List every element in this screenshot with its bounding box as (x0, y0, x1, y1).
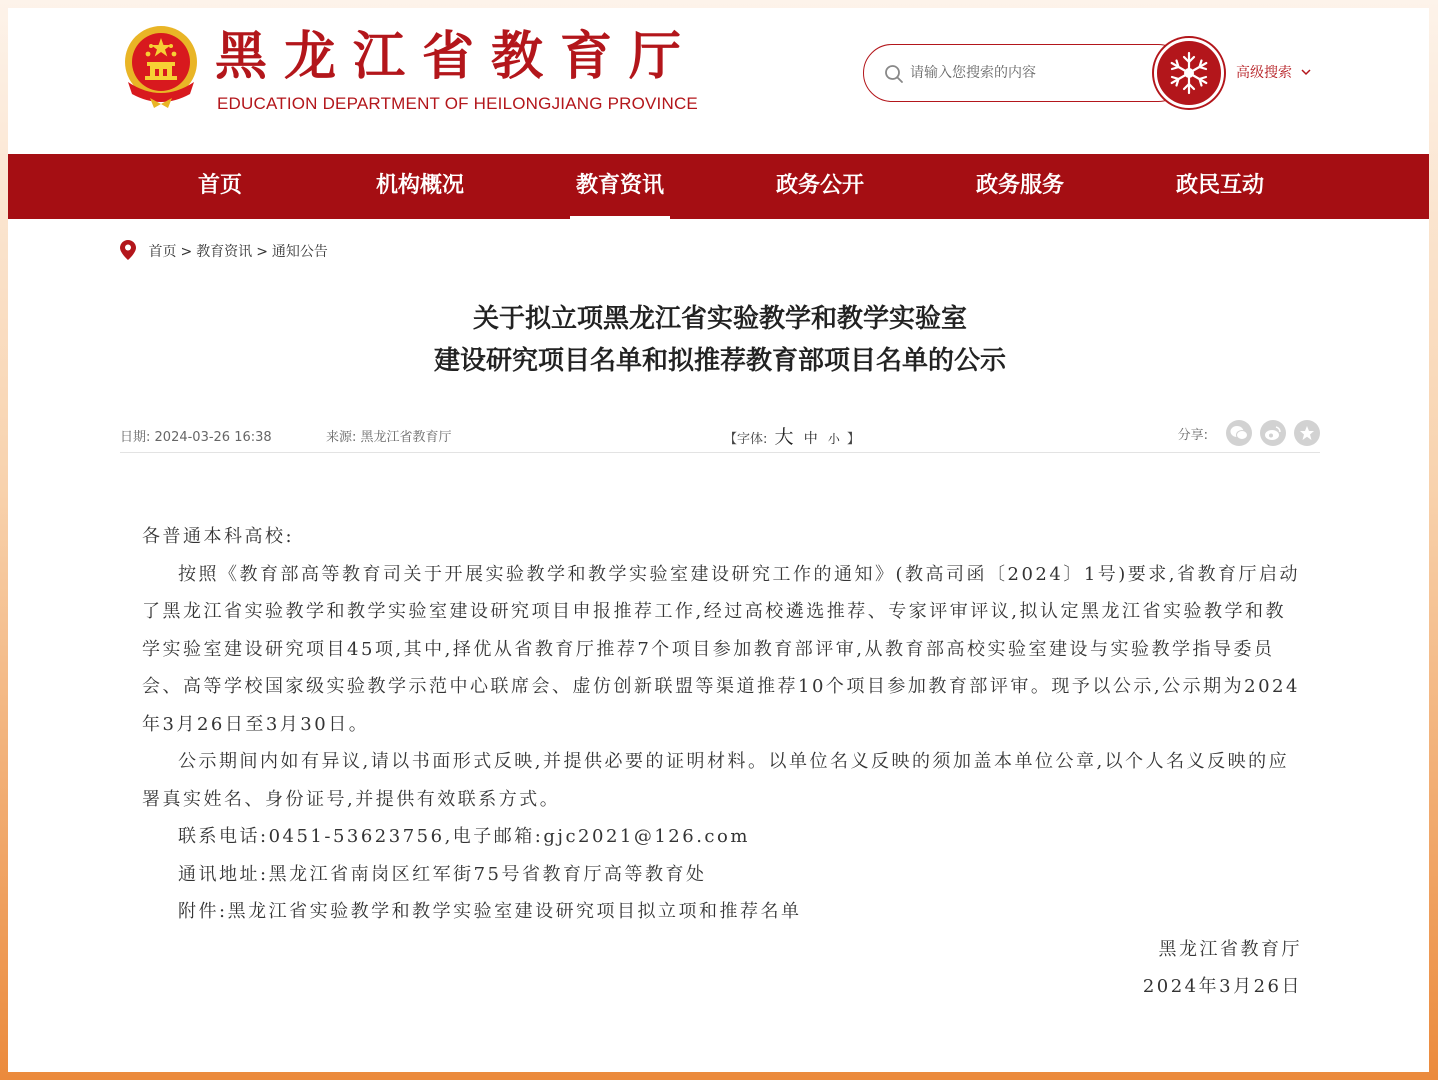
advanced-search-label: 高级搜索 (1236, 65, 1292, 81)
article-title (120, 298, 1320, 382)
article-paragraph-1: 按照《教育部高等教育司关于开展实验教学和教学实验室建设研究工作的通知》(教高司函〔2024〕1号)要求,省教育厅启动了黑龙江省实验教学和教学实验室建设研究项目申报推荐工作,经过高校遴选推荐、专家评审评议,拟认定黑龙江省实验教学和教学实验室建设研究项目45项,其中,择优从省教育厅推荐7个项目参加教育部评审,从教育部高校实验室建设与实验教学指导委员会、高等学校国家级实验教学示范中心联席会、虚仿创新联盟等渠道推荐10个项目参加教育部评审。现予以公示,公示期为2024年3月26日至3月30日。 (142, 563, 1301, 735)
nav-item-home[interactable]: 首页 (197, 173, 242, 198)
font-size-medium-button[interactable]: 中 (803, 431, 818, 447)
share-label: 分享: (1177, 427, 1208, 443)
breadcrumb-home[interactable]: 首页 (148, 244, 177, 260)
snowflake-search-icon (1157, 41, 1221, 105)
share-wechat-button[interactable] (1226, 420, 1252, 446)
search-icon (884, 64, 904, 84)
font-size-label: 【字体: (724, 432, 768, 447)
article-body (142, 518, 1302, 1006)
location-pin-icon (120, 240, 136, 260)
article-source-label: 来源: (326, 430, 357, 445)
page-frame (8, 8, 1429, 1072)
nav-item-government-services[interactable]: 政务服务 (975, 173, 1064, 198)
search-box (863, 44, 1187, 102)
breadcrumb-education-news[interactable]: 教育资讯 (196, 244, 253, 260)
chevron-down-icon (1300, 67, 1312, 77)
signature-date: 2024年3月26日 (1142, 976, 1302, 997)
breadcrumb (120, 240, 328, 261)
search-input[interactable] (910, 59, 1140, 87)
share-weibo-button[interactable] (1260, 420, 1286, 446)
publish-date-value: 2024-03-26 16:38 (154, 430, 272, 445)
breadcrumb-notices[interactable]: 通知公告 (271, 244, 328, 260)
weibo-icon (1264, 425, 1282, 441)
article-source (326, 426, 452, 445)
article-title-line-2: 建设研究项目名单和拟推荐教育部项目名单的公示 (433, 346, 1006, 376)
article-source-value: 黑龙江省教育厅 (360, 430, 452, 445)
signature-organization: 黑龙江省教育厅 (1158, 938, 1302, 960)
breadcrumb-separator: > (180, 244, 193, 260)
attachment-link[interactable]: 附件:黑龙江省实验教学和教学实验室建设研究项目拟立项和推荐名单 (178, 901, 802, 922)
wechat-icon (1230, 425, 1248, 441)
main-nav (8, 154, 1429, 219)
site-title: 黑龙江省教育厅 (215, 26, 699, 87)
font-size-small-button[interactable]: 小 (827, 432, 840, 446)
font-size-control (724, 422, 860, 449)
article-salutation: 各普通本科高校: (142, 526, 295, 547)
meta-divider (120, 452, 1320, 453)
site-header (8, 8, 1429, 154)
contact-info: 联系电话:0451-53623756,电子邮箱:gjc2021@126.com (178, 826, 750, 847)
nav-item-about[interactable]: 机构概况 (375, 173, 464, 198)
breadcrumb-separator: > (256, 244, 268, 260)
article-paragraph-2: 公示期间内如有异议,请以书面形式反映,并提供必要的证明材料。以单位名义反映的须加盖本单位公章,以个人名义反映的应署真实姓名、身份证号,并提供有效联系方式。 (142, 751, 1290, 810)
publish-date (120, 426, 272, 445)
nav-item-interaction[interactable]: 政民互动 (1175, 173, 1264, 198)
article-title-line-1: 关于拟立项黑龙江省实验教学和教学实验室 (472, 304, 967, 334)
favorite-star-icon (1299, 425, 1315, 441)
share-favorite-button[interactable] (1294, 420, 1320, 446)
national-emblem-icon (120, 24, 202, 110)
site-subtitle: EDUCATION DEPARTMENT OF HEILONGJIANG PROVINCE (217, 94, 698, 113)
font-size-large-button[interactable]: 大 (774, 426, 794, 448)
mailing-address: 通讯地址:黑龙江省南岗区红军街75号省教育厅高等教育处 (178, 863, 707, 885)
advanced-search-link[interactable] (1236, 62, 1312, 82)
font-size-close: 】 (846, 432, 860, 447)
nav-item-government-affairs[interactable]: 政务公开 (775, 173, 864, 198)
search-button[interactable] (1154, 38, 1224, 108)
publish-date-label: 日期: (120, 430, 151, 445)
article-meta (120, 418, 1320, 454)
share-bar (1178, 420, 1320, 446)
nav-item-education-news[interactable]: 教育资讯 (520, 154, 720, 219)
